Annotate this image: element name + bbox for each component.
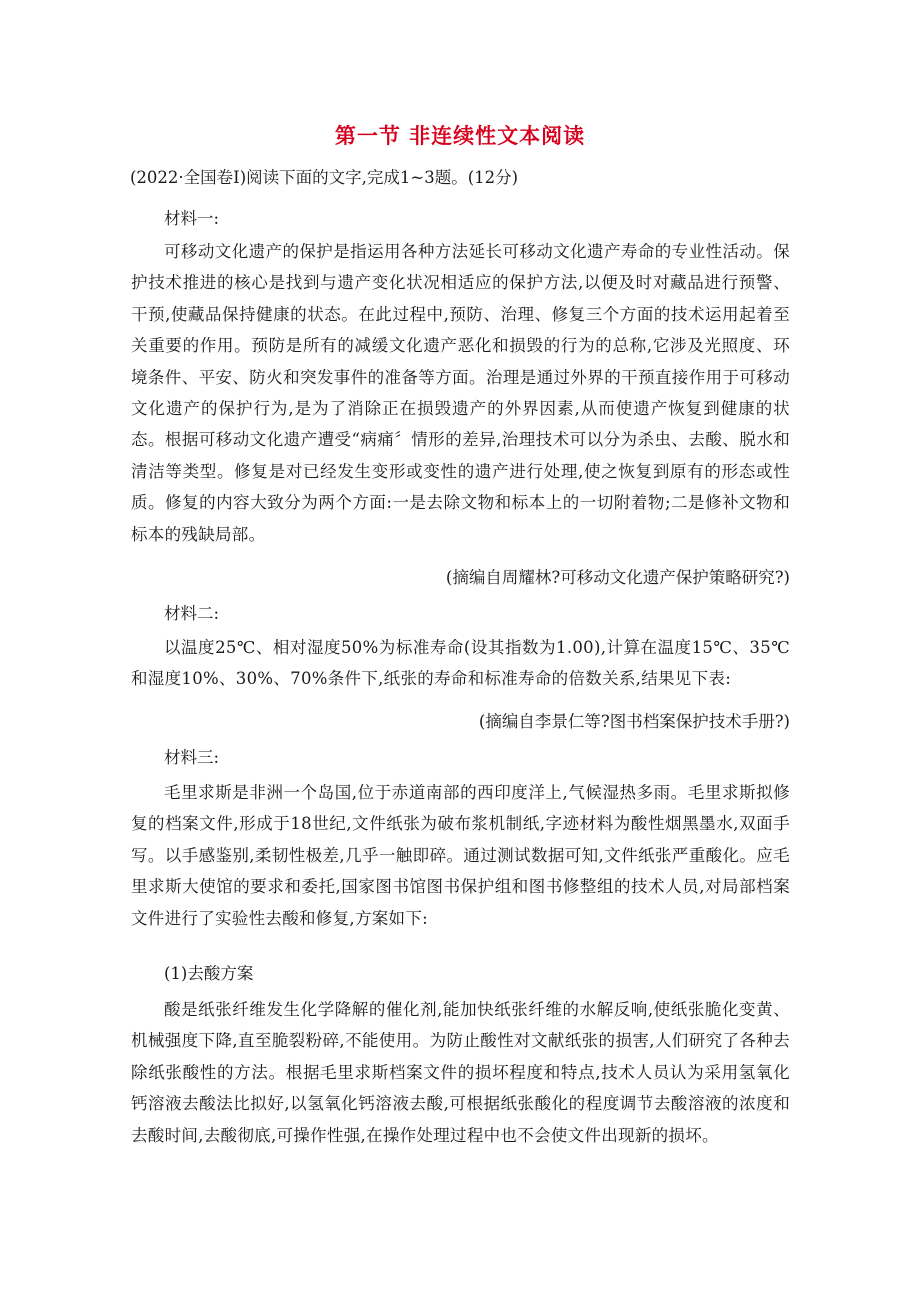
material2-heading: 材料二: — [164, 604, 220, 623]
material1-source: (摘编自周耀林?可移动文化遗产保护策略研究?) — [445, 568, 790, 587]
material1-body: 可移动文化遗产的保护是指运用各种方法延长可移动文化遗产寿命的专业性活动。保护技术推进的核心是找到与遗产变化状况相适应的保护方法,以便及时对藏品进行预警、干预,使藏品保持健康的状态。在此过程中,预防、治理、修复三个方面的技术运用起着至关重要的作用。预防是所有的减缓文化遗产恶化和损毁的行为的总称,它涉及光照度、环境条件、平安、防火和突发事件的准备等方面。治理是通过外界的干预直接作用于可移动文化遗产的保护行为,是为了消除正在损毁遗产的外界因素,从而使遗产恢复到健康的状态。根据可移动文化遗产遭受“病痛〞情形的差异,治理技术可以分为杀虫、去酸、脱水和清洁等类型。修复是对已经发生变形或变性的遗产进行处理,使之恢复到原有的形态或性质。修复的内容大致分为两个方面:一是去除文物和标本上的一切附着物;二是修补文物和标本的残缺局部。 — [131, 242, 790, 544]
deacid-body: 酸是纸张纤维发生化学降解的催化剂,能加快纸张纤维的水解反响,使纸张脆化变黄、机械强度下降,直至脆裂粉碎,不能使用。为防止酸性对文献纸张的损害,人们研究了各种去除纸张酸性的方法。根据毛里求斯档案文件的损坏程度和特点,技术人员认为采用氢氧化钙溶液去酸法比拟好,以氢氧化钙溶液去酸,可根据纸张酸化的程度调节去酸溶液的浓度和去酸时间,去酸彻底,可操作性强,在操作处理过程中也不会使文件出现新的损坏。 — [131, 1000, 790, 1145]
material2-source: (摘编自李景仁等?图书档案保护技术手册?) — [478, 712, 790, 731]
material3-body: 毛里求斯是非洲一个岛国,位于赤道南部的西印度洋上,气候湿热多雨。毛里求斯拟修复的档案文件,形成于18世纪,文件纸张为破布浆机制纸,字迹材料为酸性烟黑墨水,双面手写。以手感鉴别,柔韧性极差,几乎一触即碎。通过测试数据可知,文件纸张严重酸化。应毛里求斯大使馆的要求和委托,国家图书馆图书保护组和图书修整组的技术人员,对局部档案文件进行了实验性去酸和修复,方案如下: — [131, 783, 790, 928]
page-title: 第一节 非连续性文本阅读 — [334, 124, 586, 148]
question-intro: (2022·全国卷Ⅰ)阅读下面的文字,完成1~3题。(12分) — [130, 168, 519, 187]
deacid-heading: (1)去酸方案 — [164, 964, 254, 983]
material1-heading: 材料一: — [164, 209, 220, 228]
material3-heading: 材料三: — [164, 748, 220, 767]
material2-body: 以温度25℃、相对湿度50%为标准寿命(设其指数为1.00),计算在温度15℃、35℃和湿度10%、30%、70%条件下,纸张的寿命和标准寿命的倍数关系,结果见下表: — [131, 638, 790, 689]
